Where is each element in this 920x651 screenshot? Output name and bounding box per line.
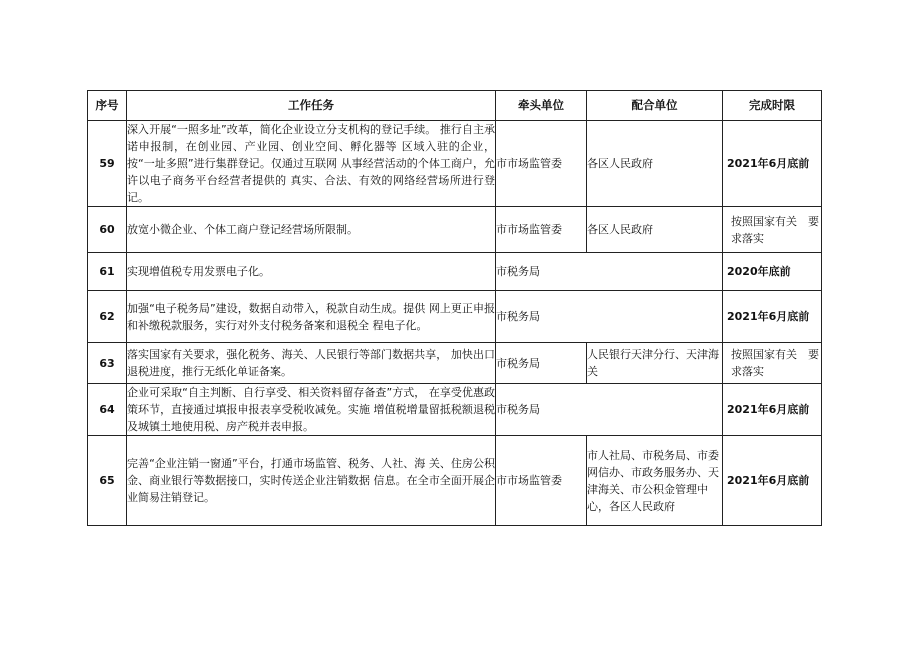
row-coop: 各区人民政府	[587, 207, 723, 253]
row-deadline: 2021年6月底前	[723, 384, 822, 436]
row-seq: 61	[88, 253, 127, 291]
row-deadline: 2021年6月底前	[723, 291, 822, 343]
table-row	[88, 253, 822, 291]
header-seq: 序号	[88, 91, 127, 121]
row-lead: 市税务局	[496, 253, 723, 291]
row-deadline: 2021年6月底前	[723, 121, 822, 207]
row-lead: 市税务局	[496, 291, 723, 343]
header-coop: 配合单位	[587, 91, 723, 121]
row-lead: 市税务局	[496, 343, 587, 384]
row-task: 完善“企业注销一窗通”平台，打通市场监管、税务、人社、海 关、住房公积金、商业银行等数据接口，实时传送企业注销数据 信息。在全市全面开展企业简易注销登记。	[127, 436, 496, 526]
table-row	[88, 121, 822, 207]
table-row	[88, 384, 822, 436]
row-seq: 64	[88, 384, 127, 436]
row-seq: 63	[88, 343, 127, 384]
row-coop: 市人社局、市税务局、市委网信办、市政务服务办、天津海关、市公积金管理中心，各区人民政府	[587, 436, 723, 526]
table-row	[88, 291, 822, 343]
header-task: 工作任务	[127, 91, 496, 121]
row-task: 放宽小微企业、个体工商户登记经营场所限制。	[127, 207, 496, 253]
task-table	[87, 90, 822, 526]
row-task: 深入开展“一照多址”改革，简化企业设立分支机构的登记手续。 推行自主承诺申报制，在创业园、产业园、创业空间、孵化器等 区域入驻的企业，按“一址多照”进行集群登记。仅通过互联网 从事经营活动的个体工商户，允许以电子商务平台经营者提供的 真实、合法、有效的网络经营场所进行登记。	[127, 121, 496, 207]
row-task: 实现增值税专用发票电子化。	[127, 253, 496, 291]
row-lead: 市市场监管委	[496, 207, 587, 253]
row-lead: 市税务局	[496, 384, 723, 436]
row-deadline: 2021年6月底前	[723, 436, 822, 526]
header-lead: 牵头单位	[496, 91, 587, 121]
row-deadline: 按照国家有关 要求落实	[723, 343, 822, 384]
row-seq: 62	[88, 291, 127, 343]
row-coop: 各区人民政府	[587, 121, 723, 207]
row-lead: 市市场监管委	[496, 436, 587, 526]
table-row	[88, 436, 822, 526]
header-row	[88, 91, 822, 121]
row-deadline: 2020年底前	[723, 253, 822, 291]
table-row	[88, 207, 822, 253]
header-deadline: 完成时限	[723, 91, 822, 121]
row-task: 加强“电子税务局”建设，数据自动带入，税款自动生成。提供 网上更正申报和补缴税款服务，实行对外支付税务备案和退税全 程电子化。	[127, 291, 496, 343]
row-seq: 59	[88, 121, 127, 207]
row-task: 落实国家有关要求，强化税务、海关、人民银行等部门数据共享， 加快出口退税进度，推行无纸化单证备案。	[127, 343, 496, 384]
row-lead: 市市场监管委	[496, 121, 587, 207]
row-seq: 65	[88, 436, 127, 526]
row-seq: 60	[88, 207, 127, 253]
row-deadline: 按照国家有关 要求落实	[723, 207, 822, 253]
row-coop: 人民银行天津分行、天津海关	[587, 343, 723, 384]
table-row	[88, 343, 822, 384]
row-task: 企业可采取“自主判断、自行享受、相关资料留存备查”方式， 在享受优惠政策环节，直接通过填报申报表享受税收减免。实施 增值税增量留抵税额退税及城镇土地使用税、房产税并表申报。	[127, 384, 496, 436]
